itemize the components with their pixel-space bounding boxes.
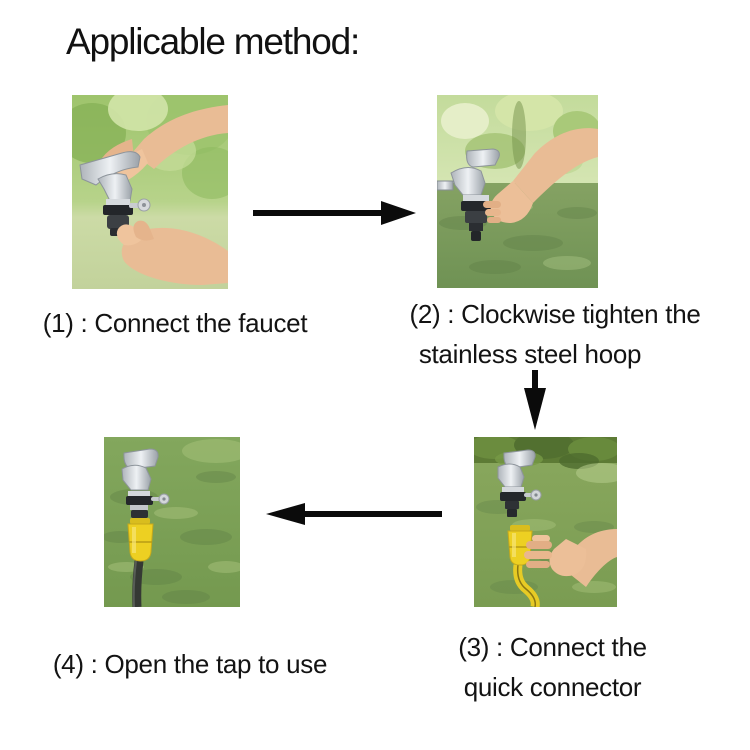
step-1-caption bbox=[25, 303, 325, 343]
quick-connector-attach-illustration bbox=[474, 437, 617, 607]
step-3-caption-line-1: (3) : Connect the bbox=[458, 632, 647, 662]
step-2-caption bbox=[390, 294, 720, 374]
step-2-photo bbox=[437, 95, 598, 288]
garden-faucet-connect-illustration bbox=[72, 95, 228, 289]
step-4-caption-line-1: (4) : Open the tap to use bbox=[52, 649, 328, 679]
step-2-caption-line-1: (2) : Clockwise tighten the bbox=[409, 299, 701, 329]
step-3-caption-line-2: quick connector bbox=[463, 672, 642, 702]
page-title: Applicable method: bbox=[66, 21, 360, 62]
arrow-down-icon bbox=[523, 368, 547, 432]
assembled-tap-illustration bbox=[104, 437, 240, 607]
step-1-caption-line-1: (1) : Connect the faucet bbox=[42, 308, 308, 338]
step-3-photo bbox=[474, 437, 617, 607]
step-4-caption bbox=[40, 644, 340, 684]
arrow-left-icon bbox=[264, 500, 444, 530]
arrow-right-icon bbox=[250, 198, 418, 228]
step-4-photo bbox=[104, 437, 240, 607]
step-2-caption-line-2: stainless steel hoop bbox=[418, 339, 642, 369]
step-3-caption bbox=[405, 627, 700, 707]
tighten-hoop-illustration bbox=[437, 95, 598, 288]
step-1-photo bbox=[72, 95, 228, 289]
